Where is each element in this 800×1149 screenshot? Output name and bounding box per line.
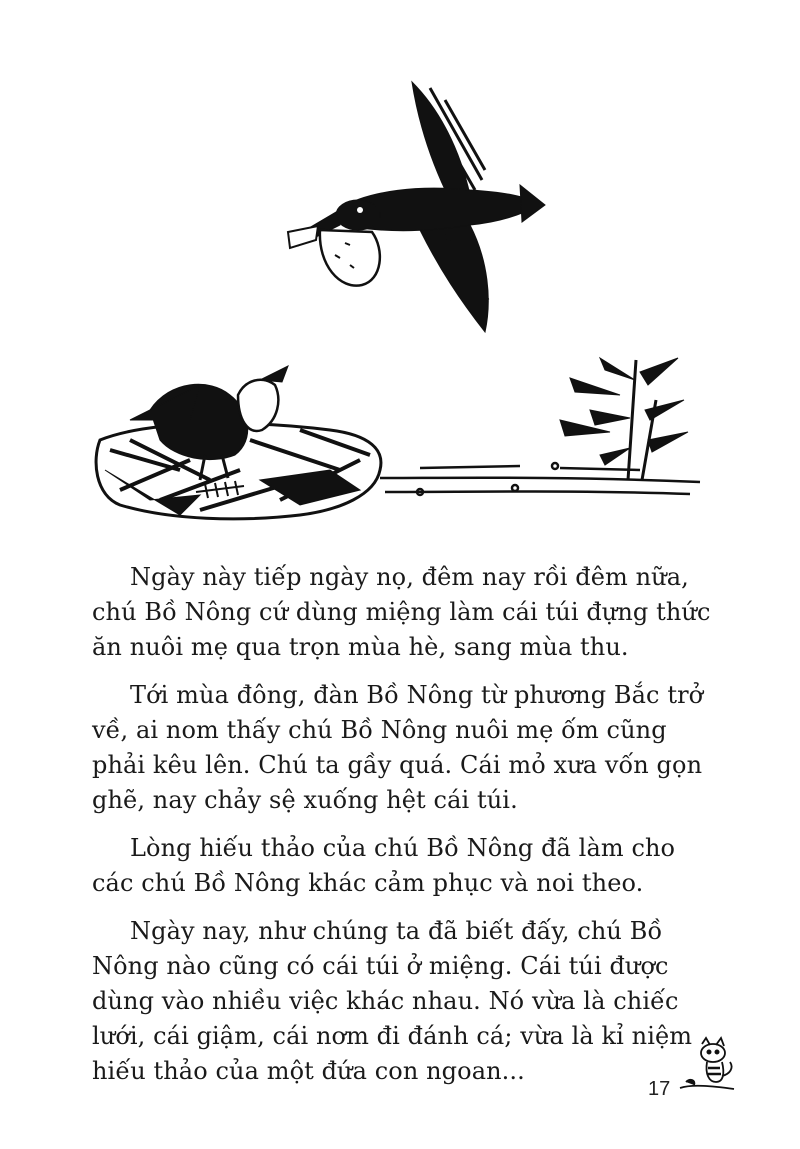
page-number: 17	[648, 1078, 671, 1100]
cat-and-mouse-icon	[672, 1036, 752, 1096]
story-text	[92, 560, 712, 1102]
paragraph-3: Lòng hiếu thảo của chú Bồ Nông đã làm cho các chú Bồ Nông khác cảm phục và noi theo.	[92, 834, 676, 897]
paragraph-2: Tới mùa đông, đàn Bồ Nông từ phương Bắc trở về, ai nom thấy chú Bồ Nông nuôi mẹ ốm cũng phải kêu lên. Chú ta gầy quá. Cái mỏ xưa vốn gọn ghẽ, nay chảy sệ xuống hệt cái túi.	[92, 681, 704, 814]
nest-with-pelicans-icon	[96, 366, 381, 519]
paragraph-1: Ngày này tiếp ngày nọ, đêm nay rồi đêm nữa, chú Bồ Nông cứ dùng miệng làm cái túi đựng thức ăn nuôi mẹ qua trọn mùa hè, sang mùa thu.	[92, 563, 711, 661]
bamboo-icon	[560, 358, 688, 480]
ground-line-icon	[380, 463, 700, 495]
paragraph-4: Ngày nay, như chúng ta đã biết đấy, chú Bồ Nông nào cũng có cái túi ở miệng. Cái túi được dùng vào nhiều việc khác nhau. Nó vừa là chiếc lưới, cái giậm, cái nơm đi đánh cá; vừa là kỉ niệm hiếu thảo của một đứa con ngoan...	[92, 917, 693, 1085]
illustration-pelicans	[0, 0, 800, 540]
flying-pelican-icon	[288, 82, 545, 332]
